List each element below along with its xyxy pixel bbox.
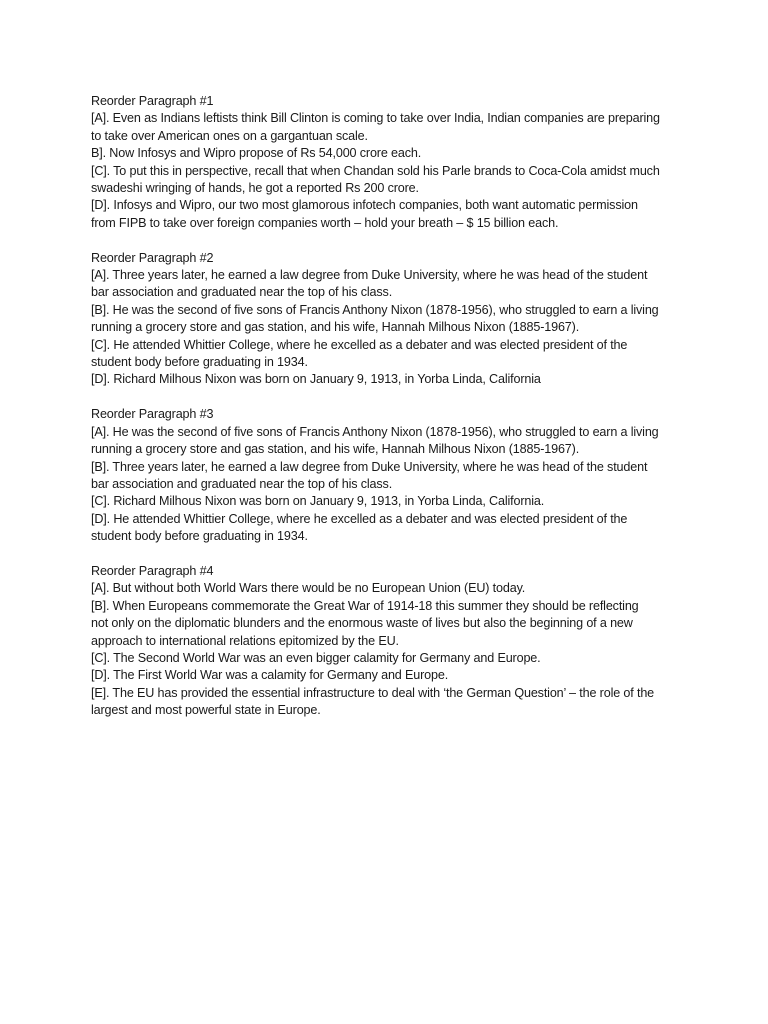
option-line: [A]. But without both World Wars there would be no European Union (EU) today. xyxy=(91,581,526,596)
option-line: [C]. To put this in perspective, recall that when Chandan sold his Parle brands to Coca-Cola amidst much swadeshi wringing of hands, he got a reported Rs 200 crore. xyxy=(91,163,660,196)
option-line: [C]. He attended Whittier College, where he excelled as a debater and was elected president of the student body before graduating in 1934. xyxy=(91,337,628,370)
reorder-section-3 xyxy=(91,406,691,545)
option-line: [B]. He was the second of five sons of Francis Anthony Nixon (1878-1956), who struggled to earn a living running a grocery store and gas station, and his wife, Hannah Milhous Nixon (1885-1967). xyxy=(91,302,659,335)
option-line: [B]. When Europeans commemorate the Great War of 1914-18 this summer they should be reflecting not only on the diplomatic blunders and the enormous waste of lives but also the beginning of a new approach to international relations epitomized by the EU. xyxy=(91,598,639,648)
option-line: [D]. Richard Milhous Nixon was born on January 9, 1913, in Yorba Linda, California xyxy=(91,372,541,387)
section-title: Reorder Paragraph #3 xyxy=(91,407,214,422)
option-line: [B]. Three years later, he earned a law degree from Duke University, where he was head of the student bar association and graduated near the top of his class. xyxy=(91,459,648,491)
document-page xyxy=(91,93,691,737)
option-line: [D]. He attended Whittier College, where he excelled as a debater and was elected president of the student body before graduating in 1934. xyxy=(91,511,628,544)
section-title: Reorder Paragraph #2 xyxy=(91,250,214,265)
reorder-section-2 xyxy=(91,250,691,389)
reorder-section-4 xyxy=(91,563,691,720)
option-line: [A]. Even as Indians leftists think Bill Clinton is coming to take over India, Indian companies are preparing to take over American ones on a gargantuan scale. xyxy=(91,111,660,143)
option-line: [A]. He was the second of five sons of Francis Anthony Nixon (1878-1956), who struggled to earn a living running a grocery store and gas station, and his wife, Hannah Milhous Nixon (1885-1967). xyxy=(91,424,659,457)
option-line: [C]. Richard Milhous Nixon was born on January 9, 1913, in Yorba Linda, California. xyxy=(91,494,545,509)
option-line: B]. Now Infosys and Wipro propose of Rs 54,000 crore each. xyxy=(91,146,422,161)
section-title: Reorder Paragraph #4 xyxy=(91,563,214,578)
option-line: [C]. The Second World War was an even bigger calamity for Germany and Europe. xyxy=(91,650,541,665)
option-line: [D]. The First World War was a calamity for Germany and Europe. xyxy=(91,668,449,683)
option-line: [A]. Three years later, he earned a law degree from Duke University, where he was head of the student bar association and graduated near the top of his class. xyxy=(91,268,648,300)
option-line: [D]. Infosys and Wipro, our two most glamorous infotech companies, both want automatic permission from FIPB to take over foreign companies worth – hold your breath – $ 15 billion each. xyxy=(91,198,638,230)
option-line: [E]. The EU has provided the essential infrastructure to deal with ‘the German Question’ – the role of the largest and most powerful state in Europe. xyxy=(91,685,655,718)
section-title: Reorder Paragraph #1 xyxy=(91,94,214,108)
reorder-section-1 xyxy=(91,93,691,232)
